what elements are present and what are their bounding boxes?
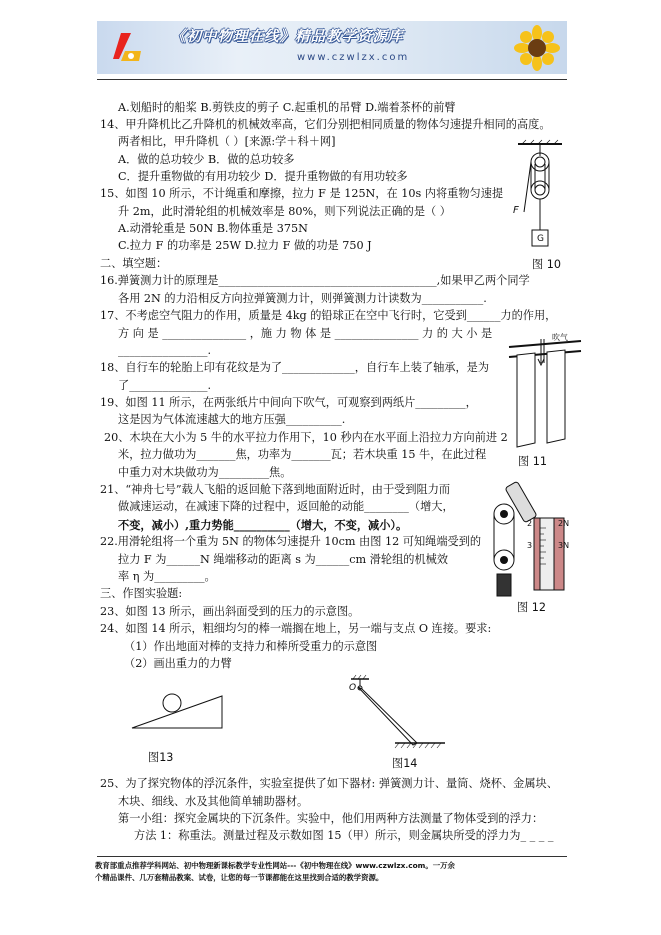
q14-stem: 14、甲升降机比乙升降机的机械效率高，它们分别把相同质量的物体匀速提升相同的高度。 xyxy=(100,118,551,131)
footer-line-2: 个精品课件、几万套精品教案、试卷，让您的每一节课都能在这里找到合适的教学资源。 xyxy=(95,873,384,882)
scale-label-2: 2 xyxy=(527,519,533,528)
footer-rule xyxy=(97,856,567,857)
figure-10-f-label: F xyxy=(513,205,519,216)
q19-stem-2: 这是因为气体流速越大的地方压强__________. xyxy=(118,413,346,426)
figure-13-caption: 图13 xyxy=(148,751,174,764)
q13-options: A.划船时的船桨 B.剪铁皮的剪子 C.起重机的吊臂 D.端着茶杯的前臂 xyxy=(118,101,456,114)
q14-options-cd: C．提升重物做的有用功较少 D．提升重物做的有用功较多 xyxy=(118,170,408,183)
header-title: 《初中物理在线》精品教学资源库 xyxy=(171,28,404,45)
q17-stem: 17、不考虑空气阻力的作用，质量是 4kg 的铅球正在空中飞行时，它受到______力的作用， xyxy=(100,309,557,322)
sunflower-icon xyxy=(513,25,561,71)
figure-11-blow-label: 吹气 xyxy=(552,333,568,342)
figure-13-incline xyxy=(128,690,228,732)
figure-14-caption: 图14 xyxy=(392,757,418,770)
q24-stem: 24、如图 14 所示，粗细均匀的棒一端搁在地上，另一端与支点 O 连接。要求: xyxy=(100,622,492,635)
header-url[interactable]: www.czwlzx.com xyxy=(297,52,410,63)
q15-options-cd: C.拉力 F 的功率是 25W D.拉力 F 做的功是 750 J xyxy=(118,239,372,252)
scale-label-2n: 2N xyxy=(558,519,570,528)
q20-stem-3: 中重力对木块做功为_________焦。 xyxy=(118,466,292,479)
q23-stem: 23、如图 13 所示，画出斜面受到的压力的示意图。 xyxy=(100,605,360,618)
q25-stem: 25、为了探究物体的浮沉条件，实验室提供了如下器材: 弹簧测力计、量筒、烧杯、金属块、 xyxy=(100,777,558,790)
figure-12-caption: 图 12 xyxy=(517,601,546,614)
q21-stem-3: 不变，减小）,重力势能__________（增大，不变，减小）。 xyxy=(118,518,408,532)
q17-stem-2: 方 向 是 _______________ ，施 力 物 体 是 _______________ 力 的 大 小 是 xyxy=(118,327,493,340)
site-logo-icon xyxy=(111,29,143,67)
figure-11-caption: 图 11 xyxy=(518,455,547,468)
scale-label-3: 3 xyxy=(527,541,533,550)
header-banner xyxy=(97,21,567,74)
q18-stem: 18、自行车的轮胎上印有花纹是为了_____________，自行车上装了轴承，是为 xyxy=(100,361,490,374)
figure-14-o-label: O xyxy=(349,683,357,693)
q18-stem-2: 了______________. xyxy=(118,379,212,392)
footer-line-1: 教育部重点推荐学科网站、初中物理新课标教学专业性网站---《初中物理在线》www.czwlzx.com。一万余 xyxy=(95,861,455,870)
q16-stem: 16.弹簧测力计的原理是_______________________________________,如果甲乙两个同学 xyxy=(100,274,530,287)
q15-options-ab: A.动滑轮重是 50N B.物体重是 375N xyxy=(118,222,308,235)
q20-stem: 20、木块在大小为 5 牛的水平拉力作用下，10 秒内在水平面上沿拉力方向前进 2 xyxy=(104,431,508,444)
q25-stem-2: 木块、细线、水及其他简单辅助器材。 xyxy=(118,795,309,808)
figure-10-caption: 图 10 xyxy=(532,258,561,271)
q25-method1: 方法 1：称重法。测量过程及示数如图 15（甲）所示，则金属块所受的浮力为_ _ _ _ xyxy=(134,829,554,842)
q20-stem-2: 米，拉力做功为_______焦，功率为_______瓦；若木块重 15 牛，在此过程 xyxy=(118,448,487,461)
q24-req-1: （1）作出地面对棒的支持力和棒所受重力的示意图 xyxy=(124,640,378,653)
q24-req-2: （2）画出重力的力臂 xyxy=(124,657,232,670)
figure-11-papers xyxy=(505,335,585,450)
q21-stem: 21、“神舟七号”载人飞船的返回舱下落到地面附近时，由于受到阻力而 xyxy=(100,483,451,496)
q14-options-ab: A．做的总功较少 B．做的总功较多 xyxy=(118,153,295,166)
header-rule xyxy=(97,79,567,80)
q22-stem-2: 拉力 F 为______N 绳端移动的距离 s 为______cm 滑轮组的机械效 xyxy=(118,553,449,566)
figure-10-g-label: G xyxy=(537,234,544,244)
section-fill-blanks: 二、填空题： xyxy=(100,257,168,270)
q15-stem-2: 升 2m，此时滑轮组的机械效率是 80%，则下列说法正确的是（ ） xyxy=(118,205,451,218)
section-drawing: 三、作图实验题: xyxy=(100,587,183,600)
scale-label-3n: 3N xyxy=(558,541,570,550)
q22-stem-3: 率 η 为_________。 xyxy=(118,570,216,583)
figure-12-pulley-scale xyxy=(484,478,574,598)
q17-stem-3: ________________. xyxy=(118,344,212,357)
q21-stem-2: 做减速运动，在减速下降的过程中，返回舱的动能________（增大， xyxy=(118,500,454,513)
q14-stem-2: 两者相比，甲升降机（ ）[来源:学＋科＋网] xyxy=(118,135,336,148)
figure-14-rod xyxy=(345,675,455,750)
q15-stem: 15、如图 10 所示，不计绳重和摩擦，拉力 F 是 125N，在 10s 内将重物匀速提 xyxy=(100,187,504,200)
q19-stem: 19、如图 11 所示，在两张纸片中间向下吹气，可观察到两纸片_________， xyxy=(100,396,477,409)
q25-group1: 第一小组：探究金属块的下沉条件。实验中，他们用两种方法测量了物体受到的浮力： xyxy=(118,812,544,825)
q16-stem-2: 各用 2N 的力沿相反方向拉弹簧测力计，则弹簧测力计读数为___________. xyxy=(118,292,487,305)
q22-stem: 22.用滑轮组将一个重为 5N 的物体匀速提升 10cm 由图 12 可知绳端受到的 xyxy=(100,535,482,548)
